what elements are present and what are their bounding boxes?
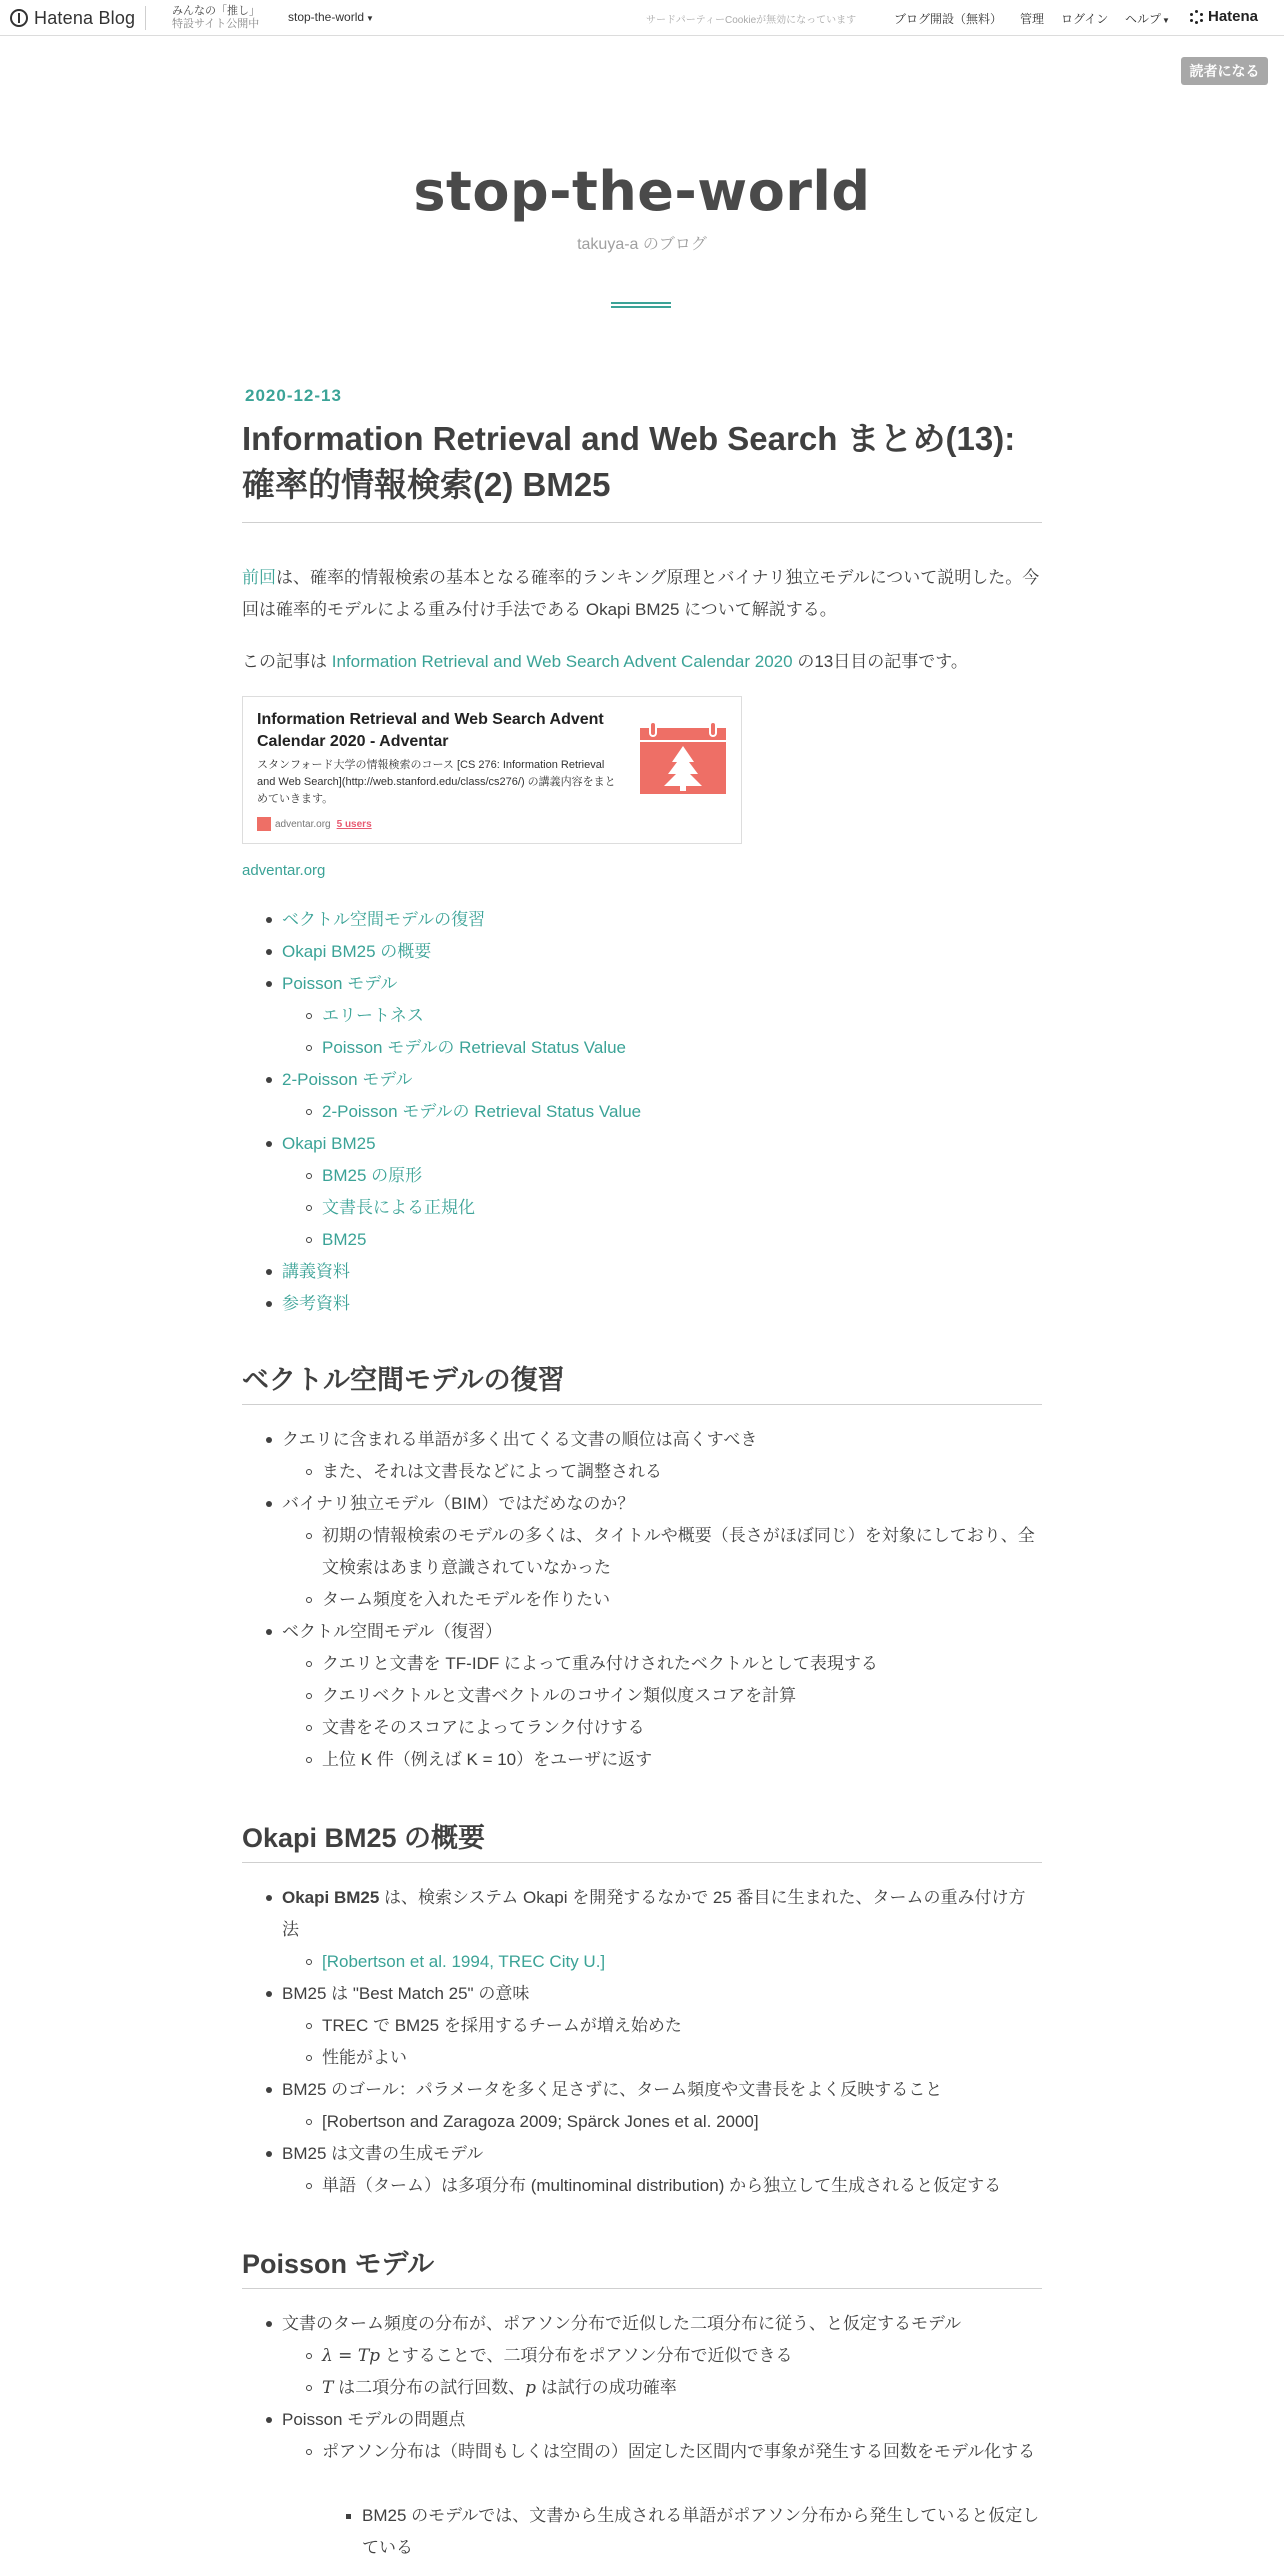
- list-item: ポアソン分布は（時間もしくは空間の）固定した区間内で事象が発生する回数をモデル化する: [322, 2436, 1042, 2468]
- cookie-notice[interactable]: サードパーティーCookieが無効になっています: [646, 15, 857, 26]
- item-text: は、検索システム Okapi を開発するなかで 25 番目に生まれた、タームの重み付け方法: [282, 1888, 1026, 1939]
- list-item: 単語（ターム）は多項分布 (multinominal distribution) から独立して生成されると仮定する: [322, 2170, 1001, 2202]
- toc-item[interactable]: ベクトル空間モデルの復習: [282, 904, 485, 936]
- title-divider: [611, 302, 671, 308]
- blog-menu-label: stop-the-world: [288, 10, 365, 24]
- hatena-text: Hatena: [1208, 8, 1259, 25]
- list-item: クエリと文書を TF-IDF によって重み付けされたベクトルとして表現する: [322, 1648, 878, 1680]
- list-item: クエリに含まれる単語が多く出てくる文書の順位は高くすべき: [282, 1424, 757, 1456]
- math-p: p: [525, 2378, 536, 2398]
- blog-menu[interactable]: [288, 10, 374, 24]
- caret-down-icon: ▼: [366, 14, 374, 23]
- list-item: Poisson モデルの問題点: [282, 2404, 465, 2436]
- heading-rule: [242, 1862, 1042, 1863]
- hatena-brand[interactable]: [1190, 8, 1258, 25]
- toc-item[interactable]: 参考資料: [282, 1288, 350, 1320]
- promo-line1: みんなの「推し」: [172, 5, 260, 17]
- math-lambda: λ = Tp: [322, 2346, 381, 2366]
- list-item: 初期の情報検索のモデルの多くは、タイトルや概要（長さがほぼ同じ）を対象にしており、全文検索はあまり意識されていなかった: [322, 1520, 1042, 1584]
- calendar-tree-icon: [640, 722, 726, 794]
- list-item: ターム頻度を入れたモデルを作りたい: [322, 1584, 610, 1616]
- card-source-link[interactable]: adventar.org: [242, 862, 326, 879]
- list-item: 上位 K 件（例えば K = 10）をユーザに返す: [322, 1744, 652, 1776]
- list-item: 文書をそのスコアによってランク付けする: [322, 1712, 645, 1744]
- logo-text: Hatena Blog: [34, 7, 136, 28]
- divider: [145, 6, 146, 30]
- card-title[interactable]: Information Retrieval and Web Search Advent Calendar 2020 - Adventar: [257, 711, 604, 750]
- promo-line2: 特設サイト公開中: [172, 18, 260, 30]
- caret-down-icon: ▼: [1162, 16, 1170, 25]
- embed-card[interactable]: [242, 696, 742, 844]
- item-text: は試行の成功確率: [535, 2378, 677, 2397]
- toc-item[interactable]: BM25: [322, 1224, 366, 1256]
- list-item: バイナリ独立モデル（BIM）ではだめなのか？: [282, 1488, 634, 1520]
- list-item: また、それは文書長などによって調整される: [322, 1456, 662, 1488]
- section-heading: Poisson モデル: [242, 2249, 435, 2279]
- toc-item[interactable]: BM25 の原形: [322, 1160, 422, 1192]
- nav-help-label: ヘルプ: [1125, 12, 1162, 26]
- advent-paragraph: [242, 646, 1042, 678]
- blog-title[interactable]: stop-the-world: [413, 160, 871, 223]
- intro-paragraph: [242, 562, 1042, 626]
- list-item: BM25 は文書の生成モデル: [282, 2138, 483, 2170]
- advent-prefix: この記事は: [242, 652, 332, 671]
- previous-post-link[interactable]: 前回: [242, 568, 276, 587]
- toc-item[interactable]: Poisson モデルの Retrieval Status Value: [322, 1032, 626, 1064]
- hatena-blog-logo[interactable]: [10, 6, 146, 30]
- toc-item[interactable]: Okapi BM25 の概要: [282, 936, 431, 968]
- list-item: [282, 1882, 1042, 1946]
- card-description: スタンフォード大学の情報検索のコース [CS 276: Information Retrieval and Web Search](http://web.stanford.edu/class/cs276/) の講義内容をまとめていきます。: [257, 759, 616, 805]
- nav-login[interactable]: ログイン: [1061, 12, 1109, 26]
- item-text: は二項分布の試行回数、: [333, 2378, 526, 2397]
- section-heading: ベクトル空間モデルの復習: [242, 1365, 565, 1395]
- toc-item[interactable]: 2-Poisson モデルの Retrieval Status Value: [322, 1096, 641, 1128]
- math-T: T: [322, 2378, 334, 2398]
- heading-rule: [242, 2288, 1042, 2289]
- card-site: [257, 817, 372, 831]
- adventar-favicon: [257, 817, 271, 831]
- hatena-bookmark-users[interactable]: 5 users: [336, 818, 372, 830]
- list-item: [Robertson and Zaragoza 2009; Spärck Jones et al. 2000]: [322, 2106, 759, 2138]
- subscribe-button[interactable]: 読者になる: [1181, 57, 1268, 85]
- global-header: [0, 0, 1284, 36]
- list-item: ベクトル空間モデル（復習）: [282, 1616, 502, 1648]
- heading-rule: [242, 1404, 1042, 1405]
- advent-suffix: の13日目の記事です。: [792, 652, 968, 671]
- list-item: クエリベクトルと文書ベクトルのコサイン類似度スコアを計算: [322, 1680, 796, 1712]
- reference-link[interactable]: [Robertson et al. 1994, TREC City U.]: [322, 1946, 605, 1978]
- nav-admin[interactable]: 管理: [1020, 12, 1045, 26]
- list-item: BM25 は "Best Match 25" の意味: [282, 1978, 529, 2010]
- list-item: BM25 のゴール：パラメータを多く足さずに、ターム頻度や文書長をよく反映すること: [282, 2074, 942, 2106]
- list-item: [322, 2372, 677, 2404]
- toc-item[interactable]: 講義資料: [282, 1256, 350, 1288]
- toc-item[interactable]: エリートネス: [322, 1000, 424, 1032]
- list-item: TREC で BM25 を採用するチームが増え始めた: [322, 2010, 682, 2042]
- list-item: 文書のターム頻度の分布が、ポアソン分布で近似した二項分布に従う、と仮定するモデル: [282, 2308, 961, 2340]
- list-item: BM25 のモデルでは、文書から生成される単語がポアソン分布から発生していると仮定している: [362, 2500, 1042, 2564]
- hatena-dots-icon: [1190, 10, 1204, 24]
- card-site-name: adventar.org: [275, 818, 331, 830]
- toc-item[interactable]: Okapi BM25: [282, 1128, 376, 1160]
- advent-calendar-link[interactable]: Information Retrieval and Web Search Advent Calendar 2020: [331, 652, 793, 671]
- item-text: とすることで、二項分布をポアソン分布で近似できる: [380, 2346, 793, 2365]
- title-rule: [242, 522, 1042, 523]
- toc-item[interactable]: Poisson モデル: [282, 968, 397, 1000]
- toc-item[interactable]: 2-Poisson モデル: [282, 1064, 412, 1096]
- section-heading: Okapi BM25 の概要: [242, 1823, 486, 1853]
- entry-title[interactable]: Information Retrieval and Web Search まとめ(13): 確率的情報検索(2) BM25: [242, 420, 1016, 503]
- list-item: [322, 2340, 792, 2372]
- hatena-blog-icon: [10, 9, 28, 27]
- list-item: 性能がよい: [322, 2042, 407, 2074]
- promo-link[interactable]: [172, 5, 260, 31]
- nav-start-blog[interactable]: ブログ開設（無料）: [894, 12, 1003, 26]
- entry-date[interactable]: 2020-12-13: [245, 386, 342, 405]
- okapi-bm25-bold: Okapi BM25: [282, 1888, 380, 1907]
- toc-item[interactable]: 文書長による正規化: [322, 1192, 475, 1224]
- intro-text: は、確率的情報検索の基本となる確率的ランキング原理とバイナリ独立モデルについて説明した。今回は確率的モデルによる重み付け手法である Okapi BM25 について解説する。: [242, 568, 1040, 619]
- nav-help[interactable]: [1125, 10, 1170, 27]
- blog-description: takuya-a のブログ: [577, 236, 707, 253]
